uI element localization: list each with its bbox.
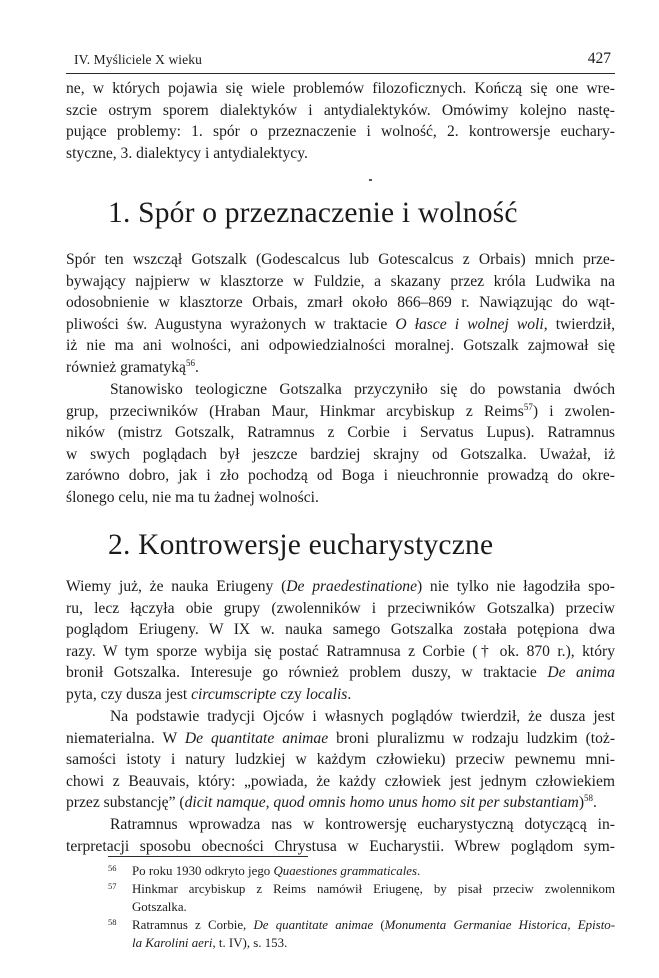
text-line: iż nie ma ani wolności, ani odpowiedzialności moralnej. Gotszalk zajmował się <box>66 337 615 355</box>
footnote-ref-58[interactable]: 58 <box>584 793 594 804</box>
work-title: De quantitate animae <box>184 729 329 747</box>
latin-quote: dicit namque, quod omnis homo unus homo sit per substantiam <box>184 794 579 812</box>
work-title: la Karolini aeri <box>132 936 213 950</box>
header-rule <box>66 73 615 74</box>
section2-paragraph-1 <box>66 576 615 706</box>
text-run: czy <box>276 685 306 703</box>
running-head <box>66 49 615 71</box>
text-line: terpretacji sposobu obecności Chrystusa w Eucharystii. Wbrew poglądom sym- <box>66 837 615 855</box>
section-heading-2: 2. Kontrowersje eucharystyczne <box>108 529 494 561</box>
footnote-rule <box>108 856 308 857</box>
section1-paragraph-1 <box>66 249 615 379</box>
text-line <box>66 728 615 750</box>
text-run: . <box>593 794 597 812</box>
text-line: ne, w których pojawia się wiele problemów filozoficznych. Kończą się one wre- <box>66 80 615 97</box>
text-run: Po roku 1930 odkryto jego <box>132 864 274 878</box>
text-run: pyta, czy dusza jest <box>66 685 192 703</box>
text-run: . <box>194 358 199 376</box>
work-title: O łasce i wolnej woli <box>395 315 544 333</box>
text-run: . <box>347 685 352 703</box>
text-line: chowi z Beauvais, który: „powiada, że każdy człowiek jest jednym człowiekiem <box>66 772 615 790</box>
text-line <box>66 357 615 379</box>
text-line <box>132 916 615 934</box>
work-title: De praedestinatione <box>286 578 417 595</box>
footnote-mark: 57 <box>108 881 117 891</box>
text-line <box>66 662 615 684</box>
separator-dot <box>369 179 372 181</box>
text-line: zarówno dobro, jak i zło pochodzą od Boga i nieuchronnie prowadzą do okre- <box>66 467 615 485</box>
text-line: ślonego celu, nie ma tu żadnej wolności. <box>66 488 319 506</box>
text-run: niematerialna. W <box>66 729 185 747</box>
section-heading-1: 1. Spór o przeznaczenie i wolność <box>108 197 518 229</box>
text-line <box>132 862 615 880</box>
text-line: Stanowisko teologiczne Gotszalka przyczyniło się do powstania dwóch <box>110 381 615 398</box>
text-line: ru, lecz łączyła obie grupy (zwolenników i przeciwników Gotszalka) przeciw <box>66 599 615 617</box>
text-run: również gramatyką <box>66 358 186 376</box>
footnote-body <box>132 916 615 952</box>
text-line: Ratramnus wprowadza nas w kontrowersję eucharystyczną dotyczącą in- <box>110 816 615 833</box>
page-number: 427 <box>587 50 611 67</box>
text-line: szcie ostrym sporem dialektyków i antydialektyków. Omówimy kolejno nastę- <box>66 101 615 119</box>
text-line: Spór ten wszczął Gotszalk (Godescalcus lub Gotescalcus z Orbais) mnich prze- <box>66 251 615 268</box>
text-run: pliwości św. Augustyna wyrażonych w traktacie <box>66 315 396 333</box>
text-line: w swych poglądach był jeszcze bardziej skrajny od Gotszalka. Uważał, iż <box>66 445 615 463</box>
latin-term: circumscripte <box>191 685 277 703</box>
text-line: Na podstawie tradycji Ojców i własnych poglądów twierdził, że dusza jest <box>110 708 615 725</box>
work-title: De quantitate animae <box>253 918 374 932</box>
section1-paragraph-2 <box>66 379 615 509</box>
text-line: odosobnienie w klasztorze Orbais, zmarł około 866–869 r. Nawiązując do wąt- <box>66 294 615 312</box>
text-line: samości istoty i natury ludzkiej w każdym człowieku) przeciw pewnemu mni- <box>66 751 615 769</box>
section2-paragraph-3 <box>66 814 615 857</box>
text-run: Wiemy już, że nauka Eriugeny ( <box>66 578 287 595</box>
latin-term: localis <box>305 685 348 703</box>
text-run: ) <box>578 794 585 812</box>
text-line: Gotszalka. <box>132 900 187 914</box>
text-run: . <box>417 864 421 878</box>
text-line: poglądom Eriugeny. W IX w. nauka samego Gotszalka została potępiona dwa <box>66 621 615 639</box>
footnote-ref-57[interactable]: 57 <box>523 401 533 412</box>
text-line <box>132 934 615 952</box>
text-line <box>66 792 615 814</box>
text-run: broni pluralizmu w rodzaju ludzkim (toż- <box>328 729 616 747</box>
text-line: bywający najpierw w klasztorze w Fuldzie, a skazany przez króla Ludwika na <box>66 272 615 290</box>
text-line <box>66 401 615 423</box>
text-line: ników (mistrz Gotszalk, Ratramnus z Corbie i Servatus Lupus). Ratramnus <box>66 424 615 442</box>
text-run: ) nie tylko nie łagodziła spo- <box>417 578 615 595</box>
text-run: bronił Gotszalka. Interesuje go również problem duszy, w traktacie <box>66 664 548 682</box>
work-title: Monumenta Germaniae Historica, Episto- <box>384 918 616 932</box>
footnote-ref-56[interactable]: 56 <box>185 357 195 368</box>
text-run: , t. IV), s. 153. <box>212 936 288 950</box>
work-title: De anima <box>547 664 615 682</box>
footnote-body <box>132 880 615 916</box>
section2-paragraph-2 <box>66 706 615 814</box>
footnote-mark: 58 <box>108 917 117 927</box>
text-run: ) i zwolen- <box>532 402 615 420</box>
text-run: grup, przeciwników (Hraban Maur, Hinkmar arcybiskup z Reims <box>66 402 524 420</box>
chapter-title: IV. Myśliciele X wieku <box>74 52 202 67</box>
text-line <box>66 576 615 598</box>
text-run: Ratramnus z Corbie, <box>132 918 254 932</box>
intro-paragraph <box>66 78 615 164</box>
text-line <box>66 314 615 336</box>
text-line: razy. W tym sporze wybija się postać Ratramnusa z Corbie († ok. 870 r.), który <box>66 642 615 660</box>
text-run: przez substancję” ( <box>66 794 185 812</box>
text-run: , twierdził, <box>543 315 616 333</box>
work-title: Quaestiones grammaticales <box>273 864 418 878</box>
text-run: ( <box>373 918 385 932</box>
footnote-mark: 56 <box>108 863 117 873</box>
text-line: styczne, 3. dialektycy i antydialektycy. <box>66 144 308 162</box>
text-line: pujące problemy: 1. spór o przeznaczenie i wolność, 2. kontrowersje euchary- <box>66 123 615 141</box>
text-line: Hinkmar arcybiskup z Reims namówił Eriugenę, by pisał przeciw zwolennikom <box>132 882 615 896</box>
text-line <box>66 684 615 706</box>
footnote-body <box>132 862 615 880</box>
